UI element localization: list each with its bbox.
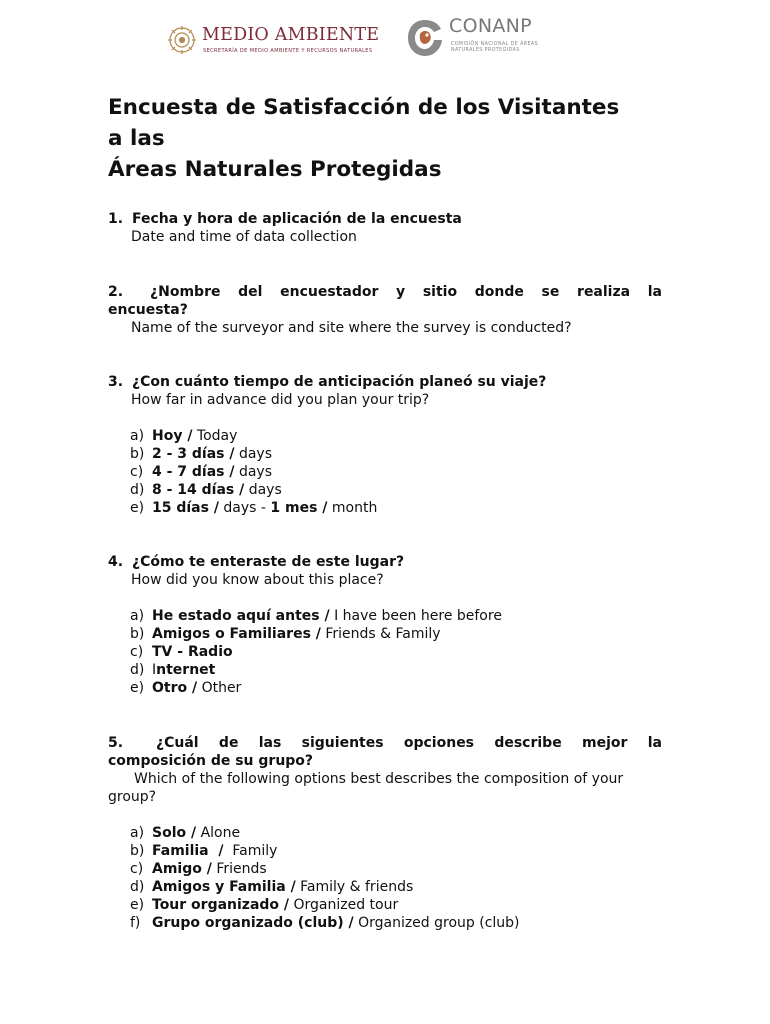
option-organized-tour[interactable]: e) Tour organizado / Organized tour	[130, 897, 399, 913]
question-4-english: How did you know about this place?	[131, 572, 384, 588]
question-2	[108, 283, 662, 337]
option-8-14-days[interactable]: d) 8 - 14 días / days	[130, 482, 282, 498]
option-other[interactable]: e) Otro / Other	[130, 680, 242, 696]
question-1	[108, 210, 662, 246]
title-line-3: Áreas Naturales Protegidas	[108, 157, 442, 182]
question-4	[108, 553, 662, 697]
option-4-7-days[interactable]: c) 4 - 7 días / days	[130, 464, 273, 480]
conanp-title: CONANP	[449, 15, 532, 37]
question-5-title: 5. ¿Cuál de las siguientes opciones describe mejor la composición de su grupo?	[108, 735, 662, 769]
option-today[interactable]: a) Hoy / Today	[130, 428, 238, 444]
page-header	[0, 14, 770, 70]
conanp-emblem-icon	[406, 18, 444, 58]
option-tv-radio[interactable]: c) TV - Radio	[130, 644, 233, 660]
option-been-here-before[interactable]: a) He estado aquí antes / I have been here before	[130, 608, 502, 624]
medio-ambiente-logo	[166, 24, 381, 58]
question-2-title: 2. ¿Nombre del encuestador y sitio donde se realiza la encuesta?	[108, 284, 662, 318]
question-5-english: Which of the following options best describes the composition of your group?	[108, 771, 624, 805]
conanp-subtitle-line2: NATURALES PROTEGIDAS	[451, 48, 520, 53]
option-organized-group-club[interactable]: f) Grupo organizado (club) / Organized group (club)	[130, 915, 520, 931]
option-2-3-days[interactable]: b) 2 - 3 días / days	[130, 446, 273, 462]
title-line-2: a las	[108, 126, 165, 151]
option-family-and-friends[interactable]: d) Amigos y Familia / Family & friends	[130, 879, 414, 895]
question-4-options	[108, 607, 662, 697]
question-1-english: Date and time of data collection	[131, 229, 357, 245]
sun-emblem-icon	[166, 24, 198, 56]
conanp-logo	[406, 16, 566, 60]
question-3-options	[108, 427, 662, 517]
document-title	[108, 92, 688, 185]
option-friends[interactable]: c) Amigo / Friends	[130, 861, 267, 877]
question-3-english: How far in advance did you plan your trip?	[131, 392, 430, 408]
question-2-english: Name of the surveyor and site where the survey is conducted?	[131, 320, 572, 336]
option-internet[interactable]: d) I nternet	[130, 662, 216, 678]
medio-ambiente-subtitle: SECRETARÍA DE MEDIO AMBIENTE Y RECURSOS NATURALES	[203, 48, 373, 54]
question-5	[108, 734, 662, 932]
question-4-title: 4. ¿Cómo te enteraste de este lugar?	[108, 554, 405, 570]
question-3-title: 3. ¿Con cuánto tiempo de anticipación planeó su viaje?	[108, 374, 547, 390]
option-family[interactable]: b) Familia / Family	[130, 843, 278, 859]
question-1-title: 1. Fecha y hora de aplicación de la encuesta	[108, 211, 462, 227]
question-5-options	[108, 824, 662, 932]
option-15-days-1-month[interactable]: e) 15 días / days - 1 mes / month	[130, 500, 378, 516]
question-3	[108, 373, 662, 517]
medio-ambiente-title: MEDIO AMBIENTE	[202, 25, 380, 45]
conanp-subtitle-line1: COMISIÓN NACIONAL DE ÁREAS	[451, 42, 539, 47]
option-alone[interactable]: a) Solo / Alone	[130, 825, 241, 841]
option-friends-family[interactable]: b) Amigos o Familiares / Friends & Family	[130, 626, 441, 642]
title-line-1: Encuesta de Satisfacción de los Visitantes	[108, 95, 620, 120]
